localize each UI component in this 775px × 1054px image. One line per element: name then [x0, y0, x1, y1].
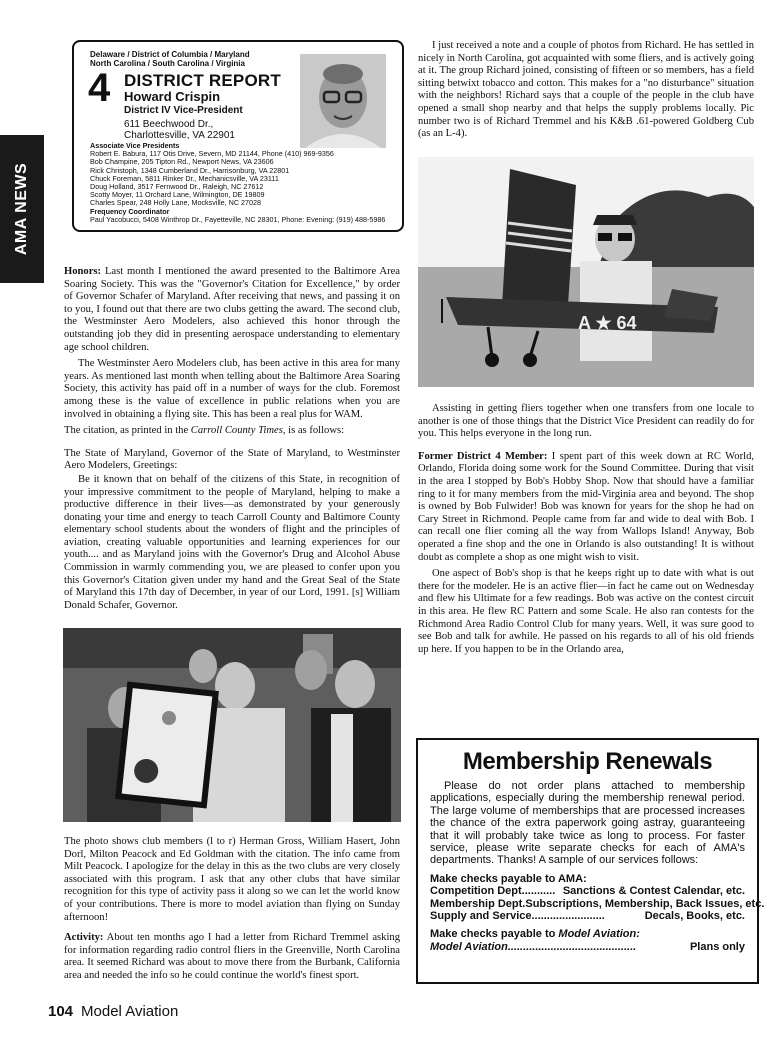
honors-lead: Honors:	[64, 266, 102, 277]
address-line-1: 611 Beechwood Dr.,	[124, 119, 214, 130]
magazine-name: Model Aviation	[81, 1003, 179, 1020]
avp-line: Rick Christoph, 1348 Cumberland Dr., Harrisonburg, VA 22801	[90, 165, 290, 175]
former-member-text: I spent part of this week down at RC World, Orlando, Florida doing some work for the Sound Committee. During that visit in the area I stopped by Bob's Hobby Shop. Now that should have a familiar ring to it for many members from the mid-Virginia area and beyond. The shop is owned by Bob Fulwider! Bob was known for years for the shop he had on Cary Street in Richmond. People came from far and wide to deal with Bob. I can recall one flier coming all the way from Wallops Island! Anyway, Bob operated a fine shop and the one in Orlando is also outstanding! It is without doubt as complete a shop as one might wish to visit.	[418, 450, 755, 563]
page-number: 104	[48, 1003, 74, 1020]
avp-heading: Associate Vice Presidents	[90, 141, 180, 150]
service-dept: Membership Dept.	[430, 897, 526, 910]
left-column-lower	[64, 836, 400, 987]
address-line-2: Charlottesville, VA 22901	[124, 130, 235, 141]
citation-intro: The citation, as printed in the	[64, 425, 191, 437]
service-dept: Model Aviation..........................................	[430, 940, 637, 953]
left-column-text	[64, 266, 400, 616]
vp-name: Howard Crispin	[124, 89, 221, 104]
service-items: Subscriptions, Membership, Back Issues, etc.	[525, 897, 765, 910]
ama-checks-heading: Make checks payable to AMA:	[430, 872, 587, 885]
renewals-body: Please do not order plans attached to membership applications, especially during the membership renewal period. The large volume of memberships that are processed increases the chance of the extra paperwork going astray, guaranteeing that it will probably take twice as long to process. For faster service, please write separate checks for each of AMA's departments. Thanks! A sample of our services follows:	[430, 780, 745, 867]
right-column-main	[418, 403, 754, 660]
states-line-2: North Carolina / South Carolina / Virginia	[90, 59, 245, 68]
associate-vps	[90, 142, 390, 224]
wam-paragraph: The Westminster Aero Modelers club, has been active in this area for many years. As mentioned last month when telling about the Baltimore Area Soaring Society, this activity has paid off in a number of ways for the club. Foremost among these is the value of excellence in public relations when you are involved in obtaining a flying site. This has been a real plus for WAM.	[64, 358, 400, 420]
club-members-photo	[63, 628, 401, 822]
newspaper-name: Carroll County Times	[190, 425, 283, 437]
renewals-title: Membership Renewals	[462, 748, 713, 775]
citation-body: Be it known that on behalf of the citizens of this State, in recognition of your impressive commitment to the people of Maryland, helping to make a productive difference in their lives—as demonstrated by your generously donating your time and energy to teach Carroll County and Baltimore County elementary school students about the wonders of flight and the principles of aviation, creating valuable opportunities and learning experiences for our youth.... and as Maryland joins with the Governor's Drug and Alcohol Abuse Commission in warmly commending you, we are pleased to confer upon you this Governor's Citation given under my hand and the Great Seal of the State of Maryland this 17th day of December, in year of our Lord, 1991. [s] William Donald Schafer, Governor.	[64, 473, 400, 611]
avp-line: Robert E. Babura, 117 Otis Drive, Severn, MD 21144, Phone (410) 969-9356	[90, 149, 334, 159]
citation-intro-end: , is as follows:	[282, 425, 345, 437]
cub-aircraft-photo	[418, 157, 754, 387]
assisting-paragraph: Assisting in getting fliers together when one transfers from one locale to another is one of those things that the District Vice President can readily do for you. This helps everyone in the long run.	[418, 403, 754, 440]
richard-paragraph: I just received a note and a couple of photos from Richard. He has settled in nicely in North Carolina, got acquainted with some fliers, and is actively going at it. The group Richard joined, consisting of fifteen or so members, has a field sitting betwixt tobacco and cotton. This makes for a "no disturbance" situation with the neighbors! Richard says that a couple of the people in the club have opened a small shop nearby and that helps the supply problems locally. Pic number two is of Richard Tremmel and his K&B .61-powered Goldberg Cub (as an L-4).	[418, 40, 754, 140]
ma-checks-pre: Make checks payable to	[430, 928, 559, 941]
honors-text: Last month I mentioned the award presented to the Baltimore Area Soaring Society. This was the "Governor's Citation for Excellence," by order of Governor Schafer of Maryland. After receiving that news, and passing it on to you, I found out that there are two clubs getting the award. The second club, the Westminster Aero Modelers, also achieved this honor through the outstanding job they did in presenting aerospace understanding to elementary age school children.	[64, 266, 400, 353]
avp-line: Chuck Foreman, 5811 Rinker Dr., Mechanicsville, VA 23111	[90, 173, 279, 183]
service-dept: Competition Dept...........	[430, 885, 556, 898]
services-row	[430, 910, 745, 922]
avp-line: Scotty Moyer, 11 Orchard Lane, Wilmington, DE 19809	[90, 190, 265, 200]
service-items: Decals, Books, etc.	[644, 910, 745, 923]
freq-line: Paul Yacobucci, 5408 Winthrop Dr., Fayetteville, NC 28301, Phone: Evening: (919) 488-5986	[90, 214, 386, 224]
avp-line: Bob Champine, 205 Tipton Rd., Newport News, VA 23606	[90, 157, 274, 167]
service-items: Plans only	[689, 940, 745, 953]
vp-portrait	[300, 54, 386, 148]
section-tab	[0, 135, 44, 283]
services-row	[430, 897, 765, 910]
right-column-top	[418, 40, 754, 145]
vp-role: District IV Vice-President	[124, 105, 243, 116]
freq-heading: Frequency Coordinator	[90, 206, 170, 216]
district-number: 4	[88, 66, 111, 110]
vp-address	[124, 119, 235, 141]
avp-line: Charles Spear, 248 Holly Lane, Mocksville, NC 27028	[90, 198, 261, 208]
membership-renewals-box	[416, 738, 765, 984]
aircraft-marking: A ★ 64	[578, 313, 637, 333]
page-footer	[48, 1003, 178, 1020]
citation-heading: The State of Maryland, Governor of the State of Maryland, to Westminster Aero Modelers, Greetings:	[64, 447, 400, 472]
bob-shop-paragraph: One aspect of Bob's shop is that he keeps right up to date with what is out there for the modeler. He is an active flier—in fact he came out on Wednesday and flew his Ultimate for a few readings. Bob was active on the contest circuit in this area. He flew RC Pattern and some Scale. He also ran contests for the Richmond Area Radio Control Club for many years. Well, it was sure good to see Bob and talk for awhile. He passed on his regards to all of his old friends up here. If you happen to be in the Orlando area,	[418, 568, 754, 655]
services-row	[430, 885, 745, 897]
avp-line: Doug Holland, 3517 Fernwood Dr., Raleigh, NC 27612	[90, 182, 264, 192]
report-states	[90, 50, 250, 68]
states-line-1: Delaware / District of Columbia / Maryland	[90, 50, 250, 59]
activity-text: About ten months ago I had a letter from Richard Tremmel asking for information regarding radio control fliers in the Greenville, North Carolina area. It seemed Richard was about to move there from the Burbank, California area and needed the info so he could continue the world's finest sport.	[64, 932, 400, 981]
former-member-lead: Former District 4 Member:	[418, 450, 548, 462]
photo-caption: The photo shows club members (l to r) Herman Gross, William Hasert, John Dorl, Milton Peacock and Ed Goldman with the citation. The info came from Milt Peacock. I apologize for the delay in this as the two clubs are very closely associated with this program. I ask that any other clubs that have similar recognition for this type of activity pass it along so we can let the world know of your contributions. There is more to model aviation than flying on Sunday afternoon!	[64, 836, 400, 923]
services-row	[430, 941, 745, 953]
activity-lead: Activity:	[64, 932, 104, 944]
service-dept: Supply and Service........................	[430, 910, 605, 923]
service-items: Sanctions & Contest Calendar, etc.	[562, 885, 745, 898]
section-tab-label: AMA NEWS	[13, 162, 30, 256]
ma-checks-name: Model Aviation:	[558, 928, 640, 941]
ma-checks-heading	[430, 928, 745, 940]
report-title: DISTRICT REPORT	[124, 71, 281, 90]
district-report-box	[72, 40, 404, 232]
